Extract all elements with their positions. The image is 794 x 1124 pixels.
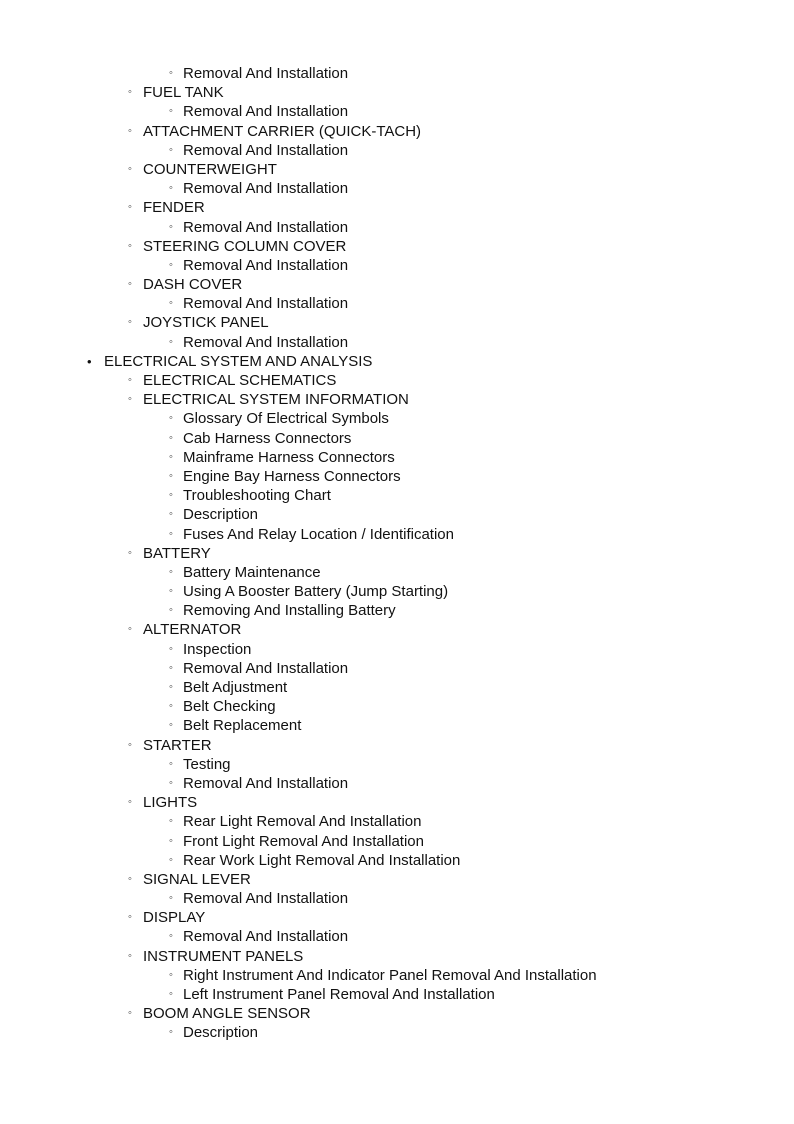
toc-entry-level-2: [0, 908, 794, 927]
toc-entry-level-3: [0, 409, 794, 428]
circle-bullet-icon: ◦: [128, 124, 132, 137]
circle-bullet-icon: ◦: [128, 1007, 132, 1020]
circle-bullet-icon: ◦: [169, 1026, 173, 1039]
circle-bullet-icon: ◦: [169, 585, 173, 598]
toc-entry-text: Left Instrument Panel Removal And Installation: [183, 986, 495, 1003]
toc-entry-text: Description: [183, 1024, 259, 1042]
circle-bullet-icon: ◦: [128, 623, 132, 636]
toc-entry-level-2: [0, 1004, 794, 1023]
circle-bullet-icon: ◦: [169, 335, 173, 348]
toc-entry-text: Description: [183, 506, 259, 524]
toc-entry-text: Removal And Installation: [183, 256, 349, 274]
toc-entry-level-2: [0, 371, 794, 390]
circle-bullet-icon: ◦: [128, 738, 132, 751]
toc-entry-level-2: [0, 544, 794, 563]
toc-entry-text: Using A Booster Battery (Jump Starting): [183, 583, 449, 601]
toc-entry-text: SIGNAL LEVER: [143, 870, 251, 888]
circle-bullet-icon: ◦: [169, 527, 173, 540]
circle-bullet-icon: ◦: [128, 239, 132, 252]
toc-entry-level-3: [0, 505, 794, 524]
circle-bullet-icon: ◦: [169, 700, 173, 713]
circle-bullet-icon: ◦: [128, 796, 132, 809]
circle-bullet-icon: ◦: [169, 489, 173, 502]
toc-entry-text: DISPLAY: [143, 909, 206, 927]
toc-entry-text: Mainframe Harness Connectors: [183, 448, 395, 466]
toc-entry-text: Rear Light Removal And Installation: [183, 813, 422, 831]
toc-entry-text: BATTERY: [143, 544, 211, 562]
toc-entry-level-3: [0, 716, 794, 735]
toc-entry-level-2: [0, 160, 794, 179]
toc-entry-level-3: [0, 582, 794, 601]
toc-entry-level-3: [0, 697, 794, 716]
circle-bullet-icon: ◦: [169, 988, 173, 1000]
toc-entry-text: DASH COVER: [143, 276, 243, 294]
toc-entry-level-3: [0, 141, 794, 160]
circle-bullet-icon: ◦: [169, 757, 173, 770]
toc-entry-text: JOYSTICK PANEL: [143, 314, 269, 332]
toc-entry-text: Fuses And Relay Location / Identification: [183, 525, 454, 543]
toc-entry-level-3: [0, 467, 794, 486]
circle-bullet-icon: ◦: [169, 143, 173, 156]
toc-entry-text: Right Instrument And Indicator Panel Removal And Installation: [183, 966, 597, 984]
toc-entry-text: Belt Adjustment: [183, 679, 288, 696]
circle-bullet-icon: ◦: [169, 604, 173, 617]
toc-entry-level-2: [0, 620, 794, 639]
circle-bullet-icon: ◦: [128, 949, 132, 962]
toc-entry-level-3: [0, 563, 794, 582]
toc-entry-level-3: [0, 678, 794, 697]
circle-bullet-icon: ◦: [169, 642, 173, 655]
circle-bullet-icon: ◦: [169, 892, 173, 905]
toc-entry-text: Inspection: [183, 640, 252, 658]
toc-entry-text: Belt Checking: [183, 698, 276, 716]
circle-bullet-icon: ◦: [128, 872, 132, 885]
circle-bullet-icon: ◦: [169, 565, 173, 578]
toc-entry-level-3: [0, 1023, 794, 1042]
toc-entry-level-3: [0, 659, 794, 678]
circle-bullet-icon: ◦: [169, 853, 173, 866]
toc-entry-text: ELECTRICAL SYSTEM INFORMATION: [143, 391, 409, 409]
toc-entry-level-3: [0, 429, 794, 448]
toc-entry-level-2: [0, 736, 794, 755]
toc-entry-text: Rear Work Light Removal And Installation: [183, 851, 461, 869]
toc-entry-text: Removal And Installation: [183, 295, 349, 313]
toc-entry-level-2: [0, 947, 794, 966]
toc-entry-level-3: [0, 601, 794, 620]
circle-bullet-icon: ◦: [128, 316, 132, 329]
toc-entry-level-3: [0, 256, 794, 275]
toc-entry-level-2: [0, 793, 794, 812]
toc-entry-level-3: [0, 985, 794, 1004]
toc-entry-level-2: [0, 870, 794, 889]
toc-entry-text: Removal And Installation: [183, 659, 349, 677]
toc-entry-level-3: [0, 64, 794, 83]
toc-entry-level-3: [0, 525, 794, 544]
toc-entry-text: Battery Maintenance: [183, 563, 321, 581]
toc-entry-text: ATTACHMENT CARRIER (QUICK-TACH): [143, 122, 422, 140]
toc-entry-text: Removal And Installation: [183, 333, 349, 351]
toc-entry-level-2: [0, 390, 794, 409]
circle-bullet-icon: ◦: [169, 661, 173, 674]
circle-bullet-icon: ◦: [128, 162, 132, 175]
toc-entry-text: BOOM ANGLE SENSOR: [143, 1005, 311, 1023]
toc-entry-level-3: [0, 889, 794, 908]
toc-entry-text: Removal And Installation: [183, 890, 349, 908]
toc-entry-text: FENDER: [143, 199, 205, 217]
circle-bullet-icon: ◦: [128, 374, 132, 386]
circle-bullet-icon: ◦: [169, 508, 173, 521]
toc-entry-text: Removal And Installation: [183, 218, 349, 236]
circle-bullet-icon: ◦: [169, 431, 173, 444]
toc-entry-level-2: [0, 198, 794, 217]
toc-entry-text: Removing And Installing Battery: [183, 602, 396, 620]
toc-entry-level-3: [0, 812, 794, 831]
toc-entry-text: Cab Harness Connectors: [183, 429, 352, 447]
circle-bullet-icon: ◦: [169, 681, 173, 693]
toc-entry-level-3: [0, 774, 794, 793]
toc-entry-text: Removal And Installation: [183, 180, 349, 198]
toc-entry-level-2: [0, 313, 794, 332]
circle-bullet-icon: ◦: [169, 776, 173, 789]
toc-entry-text: Front Light Removal And Installation: [183, 832, 424, 850]
circle-bullet-icon: ◦: [169, 450, 173, 463]
toc-entry-level-1: [0, 352, 794, 371]
toc-entry-text: Testing: [183, 755, 231, 773]
circle-bullet-icon: ◦: [169, 834, 173, 847]
table-of-contents: [0, 64, 794, 1043]
toc-entry-level-3: [0, 102, 794, 121]
toc-entry-level-3: [0, 832, 794, 851]
toc-entry-level-3: [0, 218, 794, 237]
circle-bullet-icon: ◦: [128, 393, 132, 406]
circle-bullet-icon: ◦: [169, 968, 173, 981]
circle-bullet-icon: ◦: [169, 258, 173, 271]
circle-bullet-icon: ◦: [169, 815, 173, 828]
toc-entry-text: ELECTRICAL SYSTEM AND ANALYSIS: [104, 352, 373, 370]
circle-bullet-icon: ◦: [128, 546, 132, 559]
toc-entry-level-3: [0, 179, 794, 198]
toc-entry-text: INSTRUMENT PANELS: [143, 947, 304, 965]
circle-bullet-icon: ◦: [169, 297, 173, 310]
toc-entry-text: Removal And Installation: [183, 928, 349, 946]
circle-bullet-icon: ◦: [128, 86, 132, 99]
circle-bullet-icon: ◦: [169, 220, 173, 233]
circle-bullet-icon: ◦: [169, 719, 173, 732]
toc-entry-level-2: [0, 237, 794, 256]
circle-bullet-icon: ◦: [169, 182, 173, 195]
toc-entry-text: Glossary Of Electrical Symbols: [183, 410, 389, 428]
toc-entry-level-3: [0, 333, 794, 352]
toc-entry-level-2: [0, 122, 794, 141]
toc-entry-text: Belt Replacement: [183, 717, 302, 735]
circle-bullet-icon: ◦: [128, 201, 132, 214]
toc-entry-level-3: [0, 927, 794, 946]
disc-bullet-icon: •: [87, 353, 92, 369]
circle-bullet-icon: ◦: [169, 469, 173, 482]
circle-bullet-icon: ◦: [169, 412, 173, 425]
toc-entry-text: Removal And Installation: [183, 65, 349, 82]
toc-entry-level-3: [0, 851, 794, 870]
toc-entry-text: Removal And Installation: [183, 141, 349, 159]
circle-bullet-icon: ◦: [128, 911, 132, 924]
toc-entry-level-3: [0, 486, 794, 505]
toc-entry-text: Removal And Installation: [183, 774, 349, 792]
circle-bullet-icon: ◦: [169, 67, 173, 79]
toc-entry-text: STARTER: [143, 736, 212, 754]
toc-entry-text: Engine Bay Harness Connectors: [183, 467, 401, 485]
toc-entry-text: Removal And Installation: [183, 103, 349, 121]
toc-entry-level-2: [0, 275, 794, 294]
circle-bullet-icon: ◦: [128, 278, 132, 291]
toc-entry-level-3: [0, 640, 794, 659]
toc-entry-level-3: [0, 294, 794, 313]
toc-entry-text: COUNTERWEIGHT: [143, 160, 277, 178]
toc-entry-level-3: [0, 755, 794, 774]
toc-entry-text: ALTERNATOR: [143, 621, 242, 639]
toc-entry-level-3: [0, 966, 794, 985]
toc-entry-text: FUEL TANK: [143, 84, 224, 102]
toc-entry-level-3: [0, 448, 794, 467]
toc-entry-text: Troubleshooting Chart: [183, 487, 331, 505]
toc-entry-text: ELECTRICAL SCHEMATICS: [143, 372, 337, 389]
toc-entry-text: STEERING COLUMN COVER: [143, 237, 347, 255]
toc-entry-text: LIGHTS: [143, 794, 198, 812]
circle-bullet-icon: ◦: [169, 930, 173, 943]
toc-entry-level-2: [0, 83, 794, 102]
circle-bullet-icon: ◦: [169, 105, 173, 118]
